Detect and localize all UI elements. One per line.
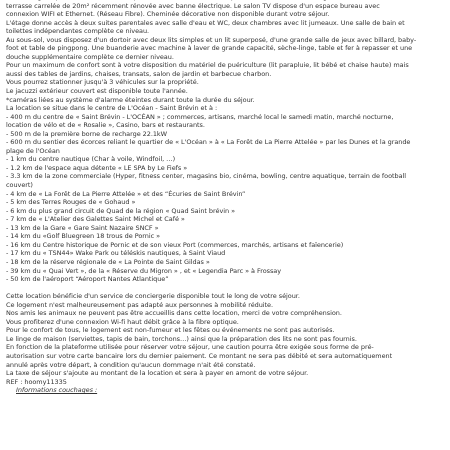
description-line: - 5 km des Terres Rouges de « Gohaud » <box>6 198 136 207</box>
description-line: - 7 km de « L'Atelier des Galettes Saint Michel et Café » <box>6 215 185 224</box>
paragraph-spacer <box>6 284 448 293</box>
description-line: foot et table de pingpong. Une buanderie avec machine à laver de grande capacité, sèche-linge, table et fer à repasser et une <box>6 44 413 53</box>
description-line: location de vélo et de « Rosalie », Casino, bars et restaurants. <box>6 121 205 130</box>
description-line: - 600 m du sentier des écorces reliant le quartier de « L'Océan » à « La Forêt de La Pierre Attelée » par les Dunes et la grande <box>6 138 411 147</box>
description-line: - 14 km du «Golf Bluegreen 18 trous de Pornic » <box>6 232 161 241</box>
description-line: - 50 km de l'aéroport “Aéroport Nantes Atlantique” <box>6 275 169 284</box>
description-line: *caméras liées au système d'alarme éteintes durant toute la durée du séjour. <box>6 95 255 104</box>
description-line: Le jacuzzi extérieur couvert est disponible toute l'année. <box>6 87 188 96</box>
description-line: - 1.2 km de l'espace aqua détente « LE SPA by Le Fiefs » <box>6 163 188 172</box>
description-line: Nos amis les animaux ne peuvent pas être accueillis dans cette location, merci de votre compréhension. <box>6 309 342 318</box>
description-line: - 39 km du « Quai Vert », de la « Réserve du Migron » , et « Legendia Parc » à Frossay <box>6 266 282 275</box>
description-line: - 400 m du centre de « Saint Brévin - L'OCÉAN » ; commerces, artisans, marché local le samedi matin, marché nocturne, <box>6 112 394 121</box>
description-line: connexion WIFI et Ethernet. (Réseau Fibre). Cheminée décorative non disponible durant votre séjour. <box>6 10 330 19</box>
description-line: Le linge de maison (serviettes, tapis de bain, torchons…) ainsi que la préparation des lits ne sont pas fournis. <box>6 334 357 343</box>
description-line: Cette location bénéficie d'un service de conciergerie disponible tout le long de votre séjour. <box>6 292 300 301</box>
description-line: - 16 km du Centre historique de Pornic et de son vieux Port (commerces, marchés, artisans et faïencerie) <box>6 240 344 249</box>
description-line: - 1 km du centre nautique (Char à voile, Windfoil, …) <box>6 155 176 164</box>
description-line: Pour le confort de tous, le logement est non-fumeur et les fêtes ou événements ne sont pas autorisés. <box>6 326 335 335</box>
description-line: La taxe de séjour s'ajoute au montant de la location et sera à payer en amont de votre séjour. <box>6 369 309 378</box>
description-line: couvert) <box>6 181 33 190</box>
description-line: Ce logement n'est malheureusement pas adapté aux personnes à mobilité réduite. <box>6 300 274 309</box>
description-line: En fonction de la plateforme utilisée pour réserver votre séjour, une caution pourra être exigée sous forme de pré- <box>6 343 374 352</box>
sleeping-info-heading: Informations couchages : <box>16 386 98 395</box>
description-line: L'étage donne accès à deux suites parentales avec salle d'eau et WC, deux chambres avec lit jumeaux. Une salle de bain et <box>6 18 405 27</box>
description-line: annulé après votre départ, à condition qu'aucun dommage n'ait été constaté. <box>6 360 256 369</box>
description-line: terrasse carrelée de 20m² récemment rénovée avec banne électrique. Le salon TV dispose d'un espace bureau avec <box>6 1 380 10</box>
description-line: Au sous-sol, vous disposez d'un dortoir avec deux lits simples et un lit superposé, d'une grande salle de jeux avec billard, baby- <box>6 35 417 44</box>
description-line: - 13 km de la Gare « Gare Saint Nazaire SNCF » <box>6 223 159 232</box>
description-line: - 18 km de la réserve régionale de « La Pointe de Saint Gildas » <box>6 257 210 266</box>
listing-description <box>6 0 448 395</box>
description-line: plage de l'Océan <box>6 146 60 155</box>
description-line: autorisation sur votre carte bancaire lors du dernier paiement. Ce montant ne sera pas débité et sera automatiquement <box>6 351 393 360</box>
description-line: aussi des tables de jardins, chaises, transats, salon de jardin et barbecue charbon. <box>6 69 272 78</box>
description-line: Pour un maximum de confort sont à votre disposition du matériel de puériculture (lit parapluie, lit bébé et chaise haute) mais <box>6 61 409 70</box>
description-line: - 500 m de la première borne de recharge 22.1kW <box>6 129 168 138</box>
description-line: Vous profiterez d'une connexion Wi-fi haut débit grâce à la fibre optique. <box>6 317 239 326</box>
description-line: - 4 km de « La Forêt de La Pierre Attelée » et des “Écuries de Saint Brévin” <box>6 189 246 198</box>
description-line: - 3.3 km de la zone commerciale (Hyper, fitness center, magasins bio, cinéma, bowling, centre aquatique, terrain de football <box>6 172 407 181</box>
description-line: REF : hoomy11335 <box>6 377 67 386</box>
description-line: La location se situe dans le centre de L'Océan - Saint Brévin et à : <box>6 104 218 113</box>
heading-row <box>6 386 448 395</box>
description-line: - 6 km du plus grand circuit de Quad de la région « Quad Saint brévin » <box>6 206 236 215</box>
description-line: toilettes indépendantes complète ce niveau. <box>6 27 150 36</box>
description-line: - 17 km du « TSN44» Wake Park ou téléskis nautiques, à Saint Viaud <box>6 249 226 258</box>
description-line: Vous pourrez stationner jusqu'à 3 véhicules sur la propriété. <box>6 78 199 87</box>
description-line: douche supplémentaire complète ce dernier niveau. <box>6 52 174 61</box>
